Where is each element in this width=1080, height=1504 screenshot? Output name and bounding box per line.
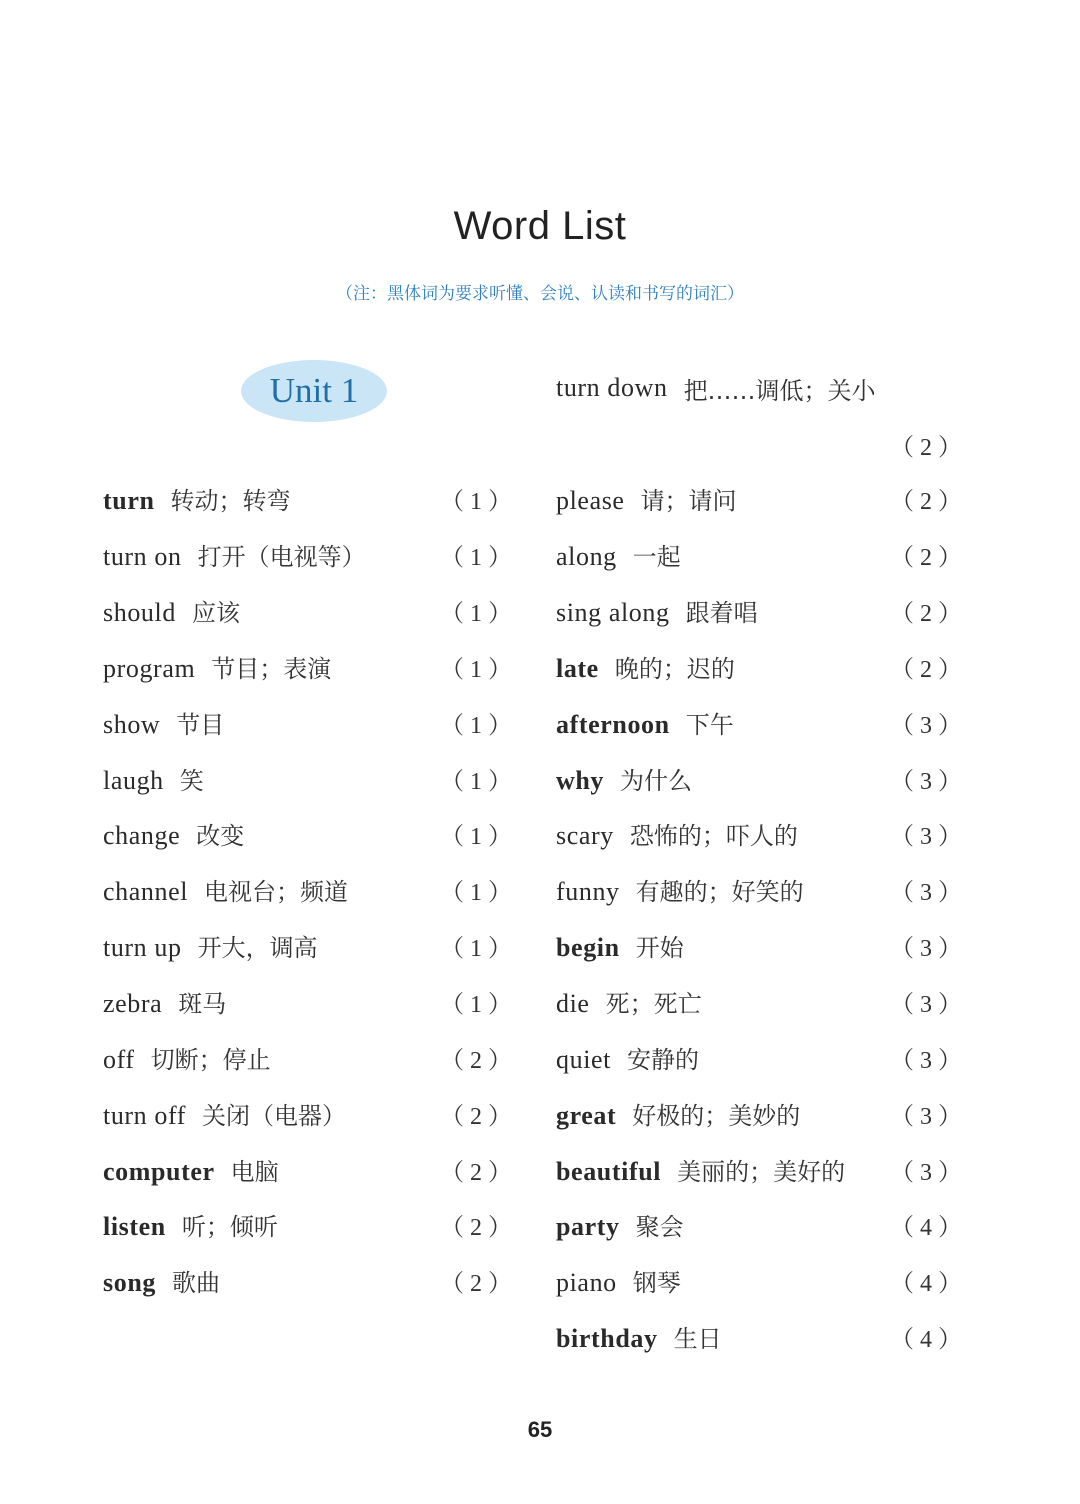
word-entry <box>103 806 518 862</box>
entry-word: listen <box>103 1212 166 1242</box>
word-entry <box>556 527 968 583</box>
entry-text <box>556 593 758 628</box>
entry-meaning: 跟着唱 <box>685 599 758 628</box>
entry-unit: （1） <box>440 880 518 907</box>
entry-meaning: 聚会 <box>635 1213 684 1242</box>
word-entry <box>556 918 968 974</box>
entry-word: along <box>556 542 617 572</box>
entry-word: why <box>556 765 605 795</box>
entry-meaning: 关闭（电器） <box>202 1101 347 1130</box>
entry-text <box>556 872 804 907</box>
entry-text <box>556 1040 699 1075</box>
entry-unit: （3） <box>890 1159 968 1186</box>
bold-words-note: （注：黑体词为要求听懂、会说、认读和书写的词汇） <box>336 284 744 304</box>
word-entry <box>556 1253 968 1309</box>
word-entry <box>556 1085 968 1141</box>
entry-text <box>103 984 226 1019</box>
entry-text <box>103 1040 271 1075</box>
word-entry <box>103 1141 518 1197</box>
word-entry <box>556 471 968 527</box>
page-number: 65 <box>527 1417 553 1442</box>
entry-word: turn up <box>103 933 182 963</box>
entry-word: channel <box>103 877 189 907</box>
entry-unit: （3） <box>890 880 968 907</box>
entry-meaning: 好极的；美妙的 <box>632 1101 801 1130</box>
unit-label: Unit 1 <box>269 371 359 410</box>
entry-meaning: 开大，调高 <box>197 934 318 963</box>
entry-unit: （2） <box>440 1215 518 1242</box>
entry-unit: （4） <box>890 1215 968 1242</box>
entry-text <box>103 1152 279 1187</box>
entry-word: die <box>556 989 590 1019</box>
entry-meaning: 切断；停止 <box>150 1045 271 1074</box>
entry-text <box>556 761 692 796</box>
entry-meaning: 节目 <box>176 710 225 739</box>
entry-text <box>556 1319 722 1354</box>
entry-word: turn down <box>556 373 668 402</box>
entry-word: great <box>556 1100 617 1130</box>
entry-meaning: 一起 <box>632 543 681 572</box>
entry-unit: （2） <box>440 1271 518 1298</box>
word-entry <box>103 974 518 1030</box>
entry-text <box>103 1263 220 1298</box>
entry-text <box>103 705 224 740</box>
entry-meaning: 开始 <box>635 934 684 963</box>
entry-text <box>103 537 366 572</box>
entry-meaning: 为什么 <box>620 766 693 795</box>
entry-word: show <box>103 709 161 739</box>
entry-word: off <box>103 1044 135 1074</box>
entry-unit: （4） <box>890 1271 968 1298</box>
word-entry <box>556 1141 968 1197</box>
entry-meaning: 把……调低；关小 <box>683 376 876 405</box>
entry-text <box>556 537 681 572</box>
entry-meaning: 有趣的；好笑的 <box>635 878 804 907</box>
word-entry <box>556 1029 968 1085</box>
entry-unit: （2） <box>890 601 968 628</box>
entry-text <box>556 816 798 851</box>
entry-word: quiet <box>556 1044 611 1074</box>
entry-word: afternoon <box>556 709 670 739</box>
word-entry-turn-down <box>556 360 876 416</box>
entry-word: computer <box>103 1156 215 1186</box>
entry-meaning: 斑马 <box>178 990 227 1019</box>
entry-text <box>556 1152 845 1187</box>
word-entry <box>103 1085 518 1141</box>
entry-word: funny <box>556 877 620 907</box>
entry-unit: （2） <box>890 545 968 572</box>
entry-word: should <box>103 598 176 628</box>
entry-word: late <box>556 653 599 683</box>
word-entry <box>103 583 518 639</box>
unit-badge <box>241 360 387 422</box>
entry-text <box>103 928 318 963</box>
entry-text <box>103 1207 278 1242</box>
entry-unit: （2） <box>440 1103 518 1130</box>
entry-meaning: 电脑 <box>230 1157 279 1186</box>
word-entry <box>103 1029 518 1085</box>
entry-word: program <box>103 653 196 683</box>
entry-meaning: 请；请问 <box>640 487 737 516</box>
word-entry <box>103 1253 518 1309</box>
word-entry <box>103 639 518 695</box>
entry-unit: （2） <box>440 1159 518 1186</box>
entry-meaning: 转动；转弯 <box>170 487 291 516</box>
word-entry <box>103 471 518 527</box>
entry-text <box>103 872 348 907</box>
entry-meaning: 笑 <box>179 766 204 795</box>
entry-meaning: 改变 <box>196 822 245 851</box>
entry-unit: （1） <box>440 601 518 628</box>
entry-word: turn on <box>103 542 182 572</box>
entry-text <box>103 481 291 516</box>
word-entry <box>556 806 968 862</box>
entry-text <box>556 481 737 516</box>
entry-meaning: 钢琴 <box>632 1269 681 1298</box>
word-entry <box>556 583 968 639</box>
page-title: Word List <box>453 204 627 248</box>
entry-word: change <box>103 821 181 851</box>
entry-unit: （3） <box>890 936 968 963</box>
word-entry <box>103 694 518 750</box>
entry-unit: （1） <box>440 768 518 795</box>
word-entry <box>556 750 968 806</box>
entry-text <box>556 928 684 963</box>
entry-meaning: 晚的；迟的 <box>614 654 735 683</box>
word-entry-turn-down-unit <box>556 416 968 472</box>
entry-unit: （1） <box>440 712 518 739</box>
entry-word: birthday <box>556 1324 658 1354</box>
entry-meaning: 打开（电视等） <box>197 543 366 572</box>
word-entry <box>103 1197 518 1253</box>
word-entry <box>103 862 518 918</box>
entry-unit: （3） <box>890 1047 968 1074</box>
entry-text <box>556 705 734 740</box>
entry-word: please <box>556 486 625 516</box>
entry-word: turn <box>103 486 155 516</box>
entry-unit: （3） <box>890 712 968 739</box>
word-list-left-column <box>103 471 518 1309</box>
entry-word: party <box>556 1212 620 1242</box>
word-entry <box>556 862 968 918</box>
entry-meaning: 生日 <box>673 1325 722 1354</box>
word-entry <box>103 527 518 583</box>
word-entry <box>556 1309 968 1365</box>
entry-meaning: 美丽的；美好的 <box>677 1157 846 1186</box>
entry-meaning: 下午 <box>685 710 734 739</box>
entry-text <box>103 816 244 851</box>
entry-unit: （4） <box>890 1327 968 1354</box>
entry-meaning: 应该 <box>191 599 240 628</box>
entry-unit: （2） <box>890 489 968 516</box>
word-entry <box>556 639 968 695</box>
entry-word: song <box>103 1268 156 1298</box>
entry-text <box>556 984 702 1019</box>
entry-unit: （1） <box>440 489 518 516</box>
entry-text <box>103 761 204 796</box>
word-entry <box>103 918 518 974</box>
entry-unit: （1） <box>440 545 518 572</box>
entry-meaning: 歌曲 <box>171 1269 220 1298</box>
entry-word: piano <box>556 1268 617 1298</box>
entry-unit: （1） <box>440 992 518 1019</box>
word-entry <box>556 694 968 750</box>
entry-text <box>556 1207 684 1242</box>
word-entry <box>556 974 968 1030</box>
entry-text <box>103 1096 346 1131</box>
entry-meaning: 安静的 <box>627 1045 699 1074</box>
entry-word: begin <box>556 933 620 963</box>
entry-unit: （3） <box>890 1103 968 1130</box>
entry-meaning: 死；死亡 <box>605 990 702 1019</box>
entry-word: sing along <box>556 598 670 628</box>
entry-text <box>103 649 331 684</box>
entry-unit: （3） <box>890 824 968 851</box>
entry-word: turn off <box>103 1100 187 1130</box>
entry-word: zebra <box>103 989 163 1019</box>
entry-unit: （3） <box>890 768 968 795</box>
entry-unit: （2） <box>440 1047 518 1074</box>
entry-text <box>556 1263 681 1298</box>
entry-unit: （1） <box>440 824 518 851</box>
entry-unit: （1） <box>440 936 518 963</box>
word-entry <box>556 1197 968 1253</box>
entry-text <box>103 593 240 628</box>
entry-word: beautiful <box>556 1156 662 1186</box>
entry-unit: （2） <box>890 656 968 683</box>
entry-meaning: 恐怖的；吓人的 <box>629 822 798 851</box>
entry-meaning: 电视台；频道 <box>204 878 349 907</box>
entry-word: laugh <box>103 765 164 795</box>
entry-unit: （1） <box>440 656 518 683</box>
entry-unit: （2） <box>890 434 968 461</box>
entry-meaning: 节目；表演 <box>211 654 332 683</box>
entry-word: scary <box>556 821 614 851</box>
entry-meaning: 听；倾听 <box>181 1213 278 1242</box>
word-entry <box>103 750 518 806</box>
word-list-right-column <box>556 471 968 1365</box>
entry-unit: （3） <box>890 992 968 1019</box>
entry-text <box>556 649 735 684</box>
entry-text <box>556 1096 800 1131</box>
